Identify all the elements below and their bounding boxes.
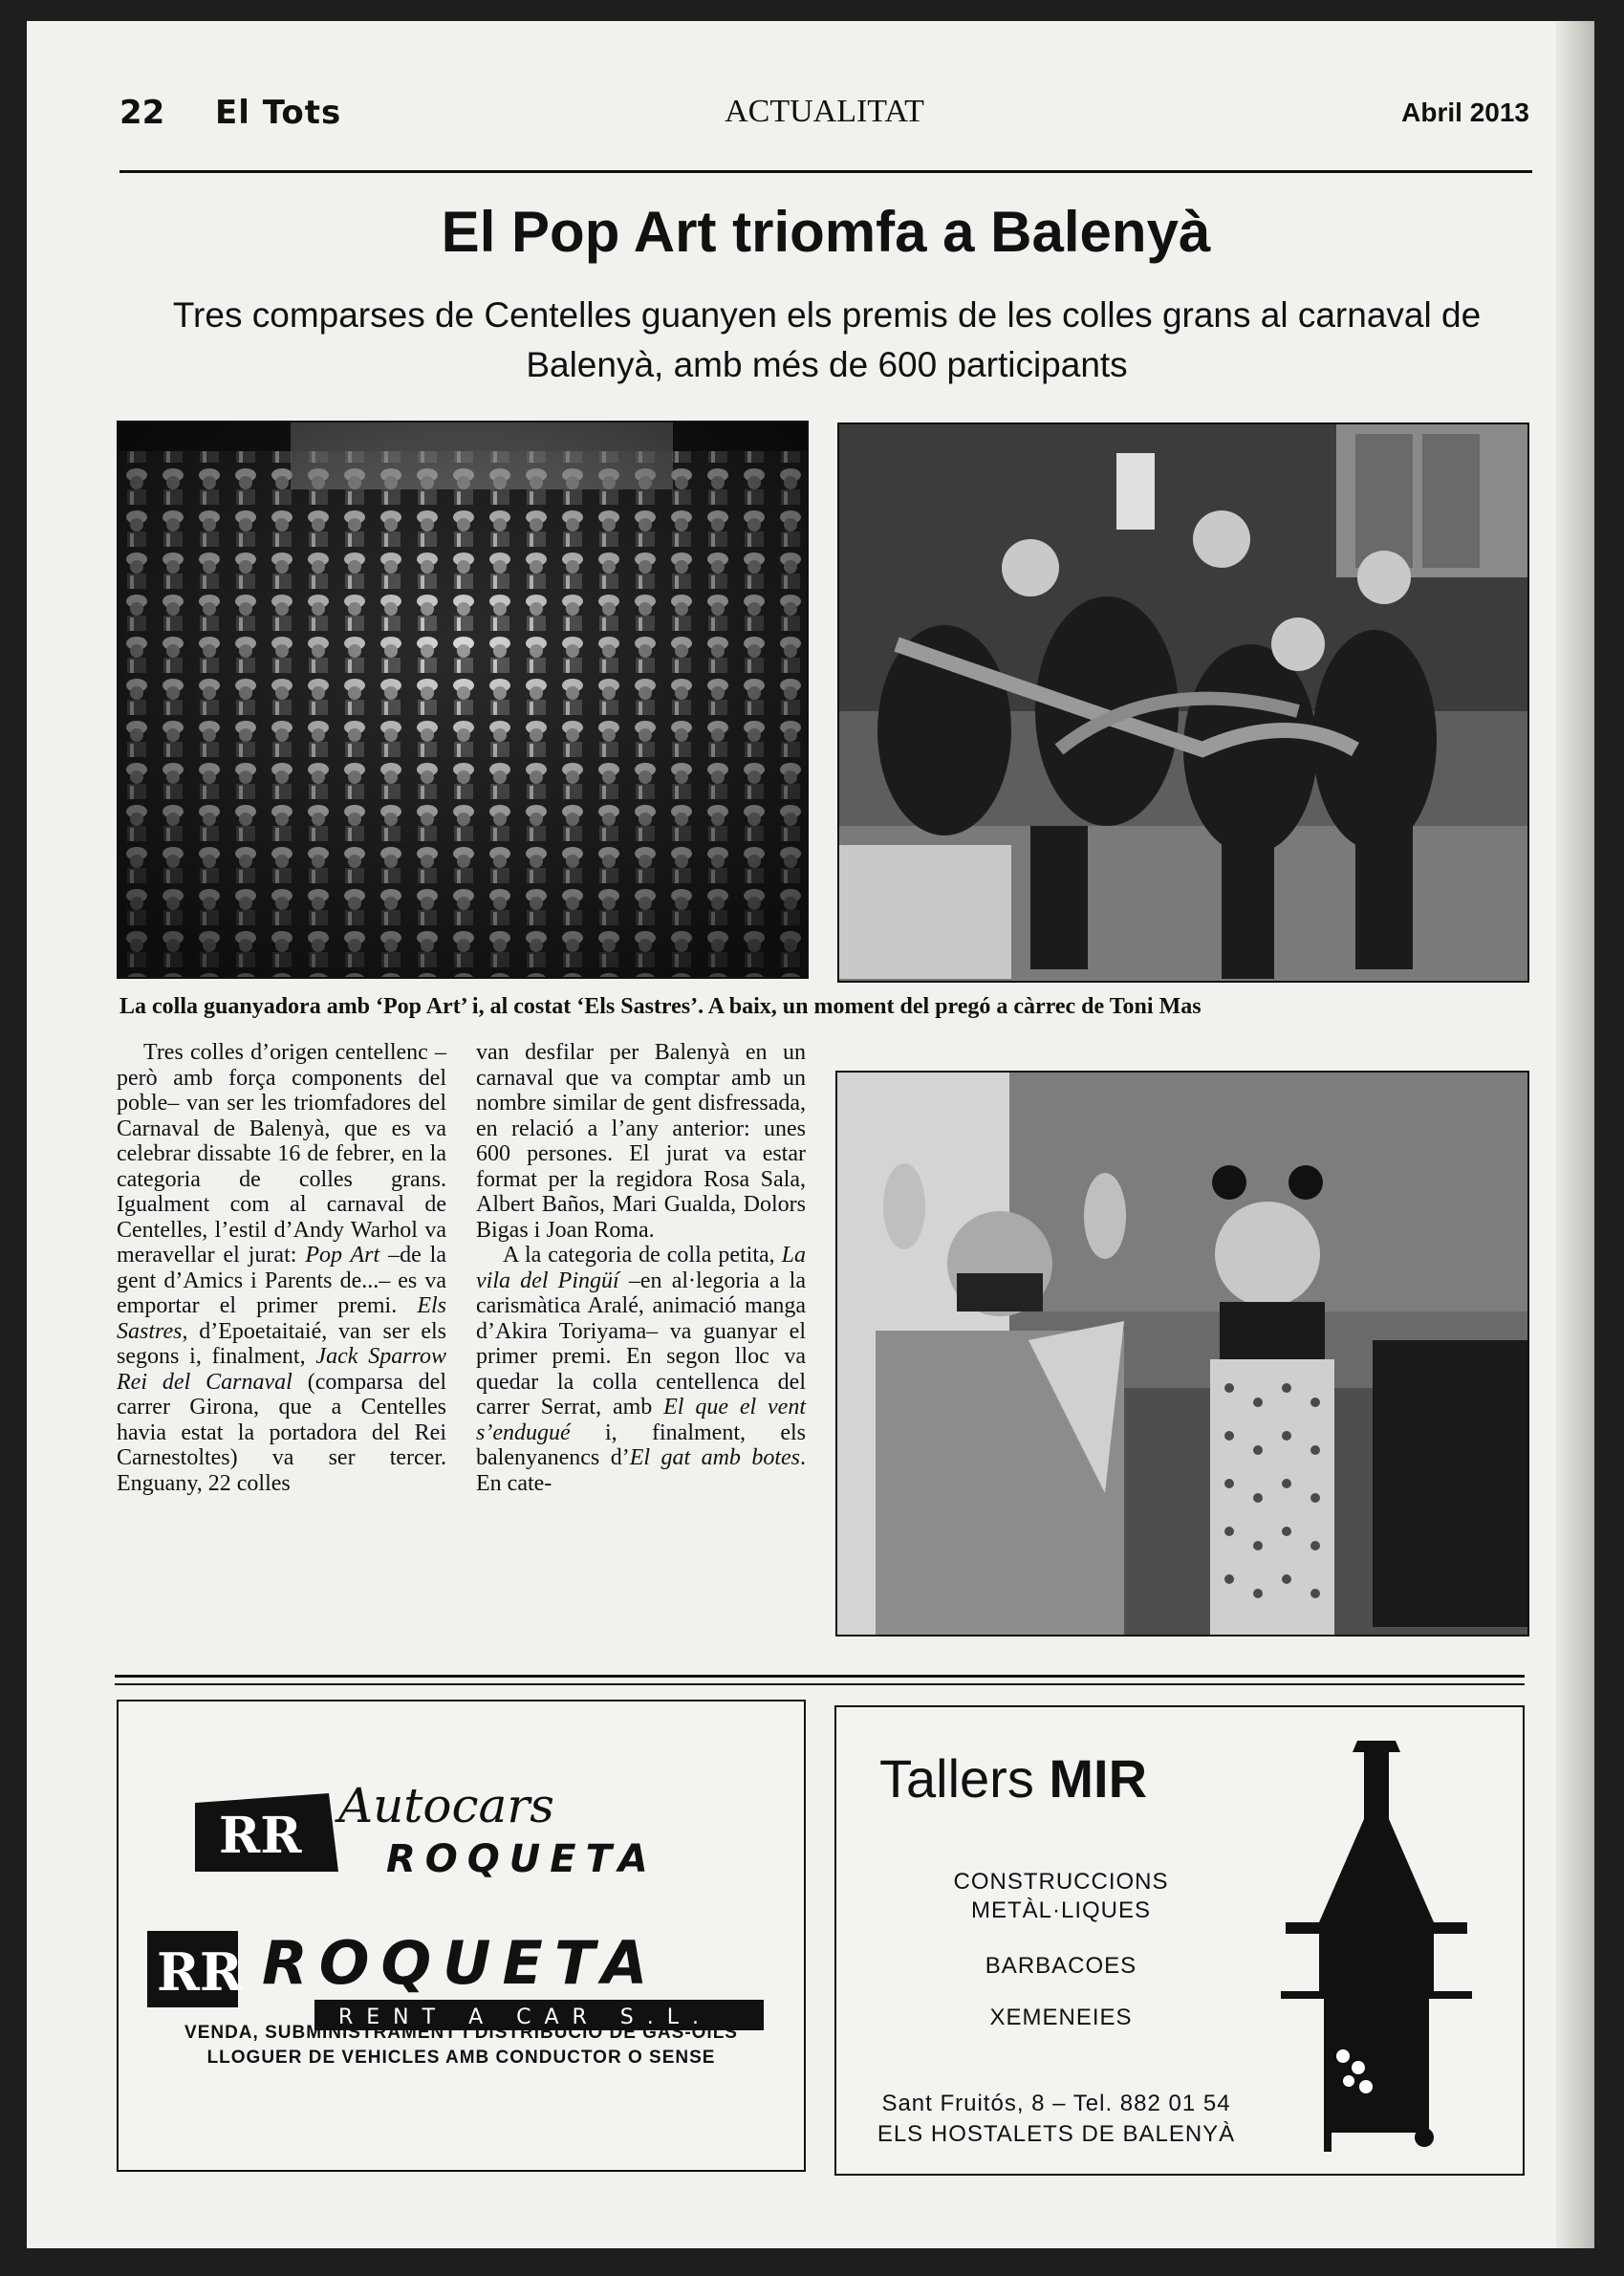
page-header	[119, 88, 1529, 136]
title-part: Tallers	[879, 1748, 1050, 1809]
photo-prego-toni-mas	[835, 1071, 1529, 1637]
logo-brand-text: ROQUETA	[386, 1837, 658, 1881]
text-run: (comparsa del carrer Girona, que a Centelles havia estat la portadora del Rei Carnestoltes) va ser tercer. Enguany, 22 colles	[117, 1369, 446, 1496]
text-run: –en al·legoria a la carismàtica Aralé, animació manga d’Akira Toriyama– va guanyar el primer premi. En segon lloc va quedar la colla centellenca del carrer Serrat, amb	[476, 1268, 806, 1420]
roqueta-services-line-1: VENDA, SUBMINISTRAMENT I DISTRIBUCIÓ DE GAS-OILS	[184, 2023, 738, 2043]
article-column-1	[117, 1040, 446, 1496]
italic-title: Jack Sparrow Rei del Carnaval	[117, 1344, 446, 1395]
service-line: CONSTRUCCIONS	[953, 1869, 1169, 1895]
text-run: –de la gent d’Amics i Parents de...– es va emportar el primer premi.	[117, 1243, 446, 1318]
photo-prego-image	[837, 1073, 1527, 1635]
section-title: ACTUALITAT	[725, 94, 924, 129]
text-run: A la categoria de colla petita,	[503, 1243, 782, 1268]
autocars-roqueta-logo	[195, 1776, 725, 1881]
logo2-brand-text: ROQUETA	[262, 1928, 660, 1998]
italic-title: El gat amb botes	[629, 1445, 800, 1470]
barbecue-illustration	[1267, 1731, 1486, 2161]
ad-tallers-mir	[834, 1705, 1525, 2176]
mir-address: Sant Fruitós, 8 – Tel. 882 01 54	[881, 2091, 1231, 2116]
magazine-name: El Tots	[215, 94, 342, 132]
ads-divider-rule	[115, 1675, 1525, 1685]
service-barbacoes: BARBACOES	[985, 1953, 1137, 1979]
text-run: i, finalment, els balenyanencs d’	[476, 1420, 806, 1470]
logo2-sub-text: RENT A CAR S.L.	[338, 2005, 713, 2029]
page-spine-shadow	[1556, 21, 1594, 2248]
title-brand: MIR	[1049, 1748, 1148, 1809]
roqueta-rent-a-car-logo	[147, 1912, 778, 2036]
svg-text:RR: RR	[219, 1807, 302, 1865]
italic-title: Pop Art	[305, 1243, 380, 1268]
photo-els-sastres-image	[839, 424, 1527, 981]
header-rule	[119, 170, 1532, 173]
italic-title: La vila del Pingüí	[476, 1243, 806, 1293]
italic-title: Els Sastres	[117, 1293, 446, 1344]
service-line: METÀL·LIQUES	[970, 1897, 1152, 1923]
logo-script-text: Autocars	[338, 1778, 554, 1833]
service-xemeneies: XEMENEIES	[989, 2005, 1133, 2030]
photo-els-sastres	[837, 423, 1529, 983]
text-run: , d’Epoetaitaié, van ser els segons i, finalment,	[117, 1318, 446, 1369]
article-column-2	[476, 1040, 806, 1496]
text-run: . En cate-	[476, 1445, 806, 1496]
italic-title: El que el vent s’endugué	[476, 1395, 806, 1445]
svg-text:RR: RR	[157, 1941, 243, 2003]
photo-pop-art-group	[117, 421, 809, 979]
text-run: Tres colles d’origen centellenc –però amb força components del poble– van ser les triomfadores del Carnaval de Balenyà, que es va celebrar dissabte 16 de febrer, en la categoria de colles grans. Igualment com al carnaval de Centelles, l’estil d’Andy Warhol va meravellar el jurat:	[117, 1040, 446, 1268]
article-subtitle: Tres comparses de Centelles guanyen els premis de les colles grans al carnaval de Balenyà, amb més de 600 participants	[172, 295, 1482, 384]
issue-date: Abril 2013	[1401, 98, 1529, 127]
page-number: 22	[119, 94, 165, 132]
ad-autocars-roqueta	[117, 1700, 806, 2172]
article-title: El Pop Art triomfa a Balenyà	[441, 200, 1211, 264]
photo-caption: La colla guanyadora amb ‘Pop Art’ i, al costat ‘Els Sastres’. A baix, un moment del pregó a càrrec de Toni Mas	[119, 994, 1202, 1019]
tallers-mir-title	[879, 1747, 1147, 1810]
column-2-paragraph-2	[476, 1243, 806, 1496]
mir-town: ELS HOSTALETS DE BALENYÀ	[877, 2121, 1236, 2147]
column-2-paragraph-1: van desfilar per Balenyà en un carnaval que va comptar amb un nombre similar de gent disfressada, en relació a l’any anterior: unes 600 persones. El jurat va estar format per la regidora Rosa Sala, Albert Baños, Mari Gualda, Dolors Bigas i Joan Roma.	[476, 1040, 806, 1243]
column-1-paragraph	[117, 1040, 446, 1496]
roqueta-services-line-2: LLOGUER DE VEHICLES AMB CONDUCTOR O SENSE	[206, 2048, 716, 2068]
photo-pop-art-group-image	[119, 423, 807, 977]
service-construccions	[918, 1868, 1204, 1925]
